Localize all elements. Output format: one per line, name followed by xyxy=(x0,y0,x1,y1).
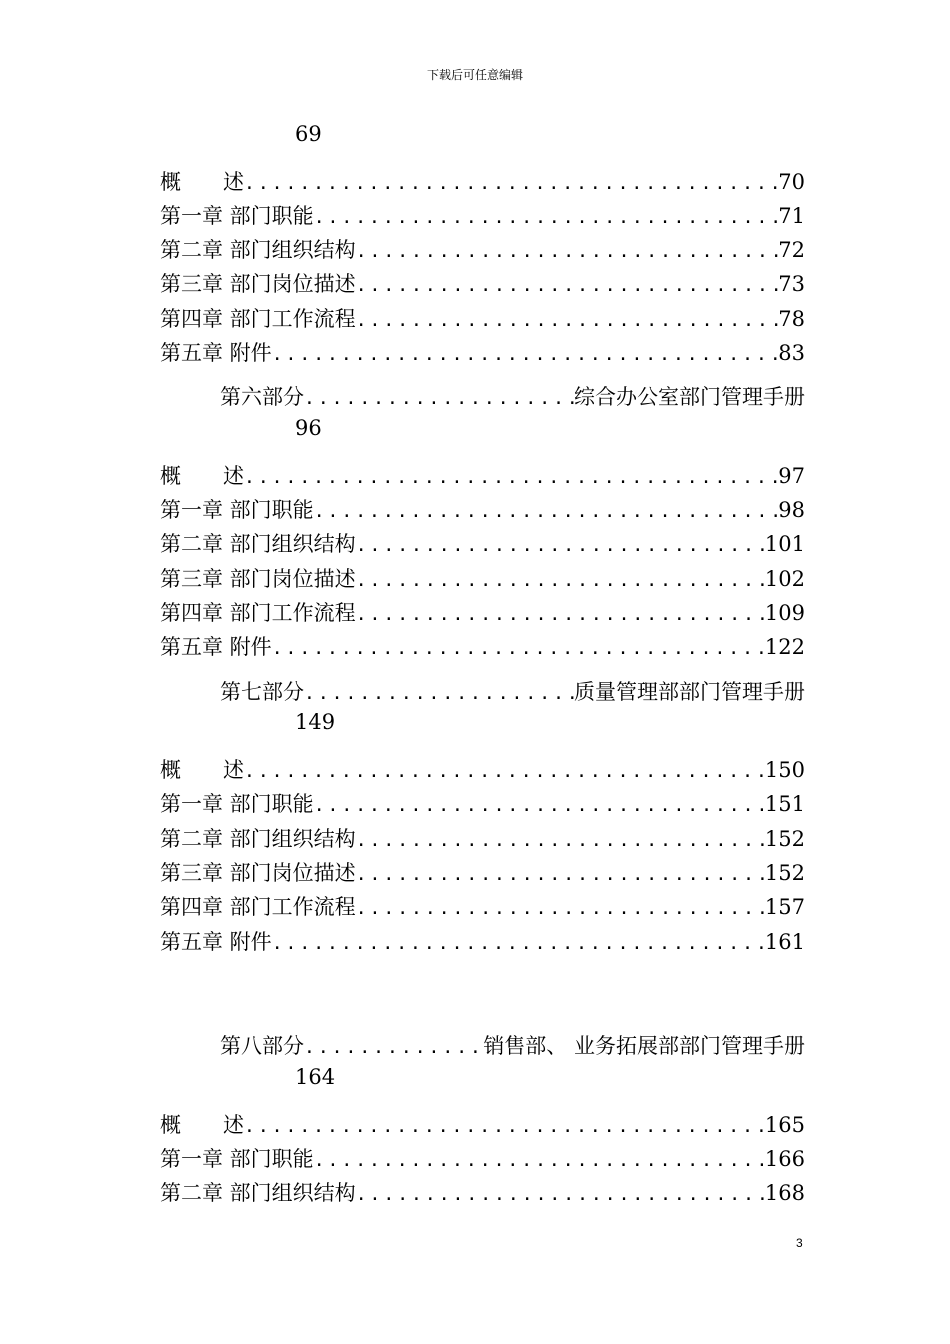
toc-part-heading[interactable] xyxy=(220,1030,805,1060)
toc-entry-label: 第三章 部门岗位描述 xyxy=(160,861,356,885)
toc-entry[interactable] xyxy=(160,528,805,558)
toc-part-label: 第六部分 xyxy=(220,385,304,409)
toc-entry[interactable] xyxy=(160,823,805,853)
toc-leader-dots xyxy=(244,173,778,194)
toc-continuation-page: 69 xyxy=(295,122,322,146)
toc-part-page: 96 xyxy=(295,416,322,440)
toc-entry[interactable] xyxy=(160,234,805,264)
toc-part-heading[interactable] xyxy=(220,381,805,411)
toc-part-page: 149 xyxy=(295,710,336,734)
toc-entry[interactable] xyxy=(160,857,805,887)
toc-entry-page: 101 xyxy=(764,532,805,556)
toc-leader-dots xyxy=(356,898,765,919)
toc-entry-label: 概 述 xyxy=(160,464,244,488)
toc-entry-label: 概 述 xyxy=(160,1113,244,1137)
toc-leader-dots xyxy=(314,1150,765,1171)
toc-entry-page: 70 xyxy=(778,170,805,194)
toc-entry[interactable] xyxy=(160,754,805,784)
toc-part-label: 第七部分 xyxy=(220,680,304,704)
toc-entry-page: 161 xyxy=(764,930,805,954)
toc-part-label: 第八部分 xyxy=(220,1034,304,1058)
toc-entry-label: 第二章 部门组织结构 xyxy=(160,532,356,556)
toc-leader-dots xyxy=(304,1037,483,1058)
toc-entry-page: 72 xyxy=(778,238,805,262)
toc-entry-page: 109 xyxy=(764,601,805,625)
toc-entry-label: 第二章 部门组织结构 xyxy=(160,827,356,851)
toc-leader-dots xyxy=(356,864,765,885)
toc-entry-label: 第五章 附件 xyxy=(160,341,272,365)
toc-entry-page: 152 xyxy=(764,861,805,885)
toc-entry-label: 第四章 部门工作流程 xyxy=(160,895,356,919)
toc-entry-page: 97 xyxy=(778,464,805,488)
toc-entry-label: 概 述 xyxy=(160,758,244,782)
toc-entry-label: 第二章 部门组织结构 xyxy=(160,238,356,262)
toc-entry[interactable] xyxy=(160,337,805,367)
toc-entry[interactable] xyxy=(160,494,805,524)
toc-leader-dots xyxy=(244,467,778,488)
toc-leader-dots xyxy=(356,1184,765,1205)
toc-entry[interactable] xyxy=(160,788,805,818)
toc-entry-label: 第一章 部门职能 xyxy=(160,204,314,228)
toc-entry-page: 71 xyxy=(778,204,805,228)
toc-entry-page: 166 xyxy=(764,1147,805,1171)
toc-entry-page: 83 xyxy=(778,341,805,365)
toc-leader-dots xyxy=(356,570,765,591)
toc-part-title: 综合办公室部门管理手册 xyxy=(574,385,805,409)
toc-entry-label: 第一章 部门职能 xyxy=(160,498,314,522)
toc-leader-dots xyxy=(304,683,574,704)
toc-leader-dots xyxy=(314,795,765,816)
toc-entry[interactable] xyxy=(160,166,805,196)
toc-leader-dots xyxy=(356,310,779,331)
toc-leader-dots xyxy=(304,388,574,409)
toc-entry-page: 102 xyxy=(764,567,805,591)
toc-entry-page: 73 xyxy=(778,272,805,296)
toc-entry-page: 98 xyxy=(778,498,805,522)
toc-leader-dots xyxy=(356,535,765,556)
toc-entry-label: 第五章 附件 xyxy=(160,930,272,954)
toc-entry-label: 第四章 部门工作流程 xyxy=(160,601,356,625)
toc-entry[interactable] xyxy=(160,303,805,333)
toc-entry-label: 第三章 部门岗位描述 xyxy=(160,272,356,296)
toc-entry-page: 78 xyxy=(778,307,805,331)
toc-leader-dots xyxy=(314,501,779,522)
toc-part-title: 质量管理部部门管理手册 xyxy=(574,680,805,704)
toc-entry[interactable] xyxy=(160,1143,805,1173)
page-header: 下载后可任意编辑 xyxy=(426,68,523,82)
toc-leader-dots xyxy=(244,1116,765,1137)
toc-entry[interactable] xyxy=(160,597,805,627)
toc-entry-page: 152 xyxy=(764,827,805,851)
toc-entry[interactable] xyxy=(160,1109,805,1139)
toc-entry[interactable] xyxy=(160,631,805,661)
toc-entry-page: 168 xyxy=(764,1181,805,1205)
toc-leader-dots xyxy=(314,207,779,228)
toc-leader-dots xyxy=(272,344,779,365)
toc-leader-dots xyxy=(356,241,779,262)
toc-entry-label: 第二章 部门组织结构 xyxy=(160,1181,356,1205)
toc-leader-dots xyxy=(356,604,765,625)
toc-entry[interactable] xyxy=(160,926,805,956)
toc-part-heading[interactable] xyxy=(220,676,805,706)
toc-leader-dots xyxy=(356,275,779,296)
toc-entry[interactable] xyxy=(160,200,805,230)
toc-entry-label: 第三章 部门岗位描述 xyxy=(160,567,356,591)
toc-entry[interactable] xyxy=(160,1177,805,1207)
toc-entry-page: 151 xyxy=(764,792,805,816)
toc-entry-label: 第四章 部门工作流程 xyxy=(160,307,356,331)
toc-entry-page: 157 xyxy=(764,895,805,919)
toc-entry-page: 122 xyxy=(764,635,805,659)
toc-leader-dots xyxy=(272,638,765,659)
toc-part-page: 164 xyxy=(295,1065,336,1089)
toc-entry[interactable] xyxy=(160,268,805,298)
toc-entry-page: 150 xyxy=(764,758,805,782)
toc-leader-dots xyxy=(272,933,765,954)
toc-entry-label: 第五章 附件 xyxy=(160,635,272,659)
toc-entry-label: 概 述 xyxy=(160,170,244,194)
toc-entry-label: 第一章 部门职能 xyxy=(160,1147,314,1171)
toc-entry[interactable] xyxy=(160,891,805,921)
page-number: 3 xyxy=(796,1236,803,1250)
toc-entry[interactable] xyxy=(160,460,805,490)
toc-leader-dots xyxy=(356,830,765,851)
toc-entry-label: 第一章 部门职能 xyxy=(160,792,314,816)
toc-part-title: 销售部、 业务拓展部部门管理手册 xyxy=(483,1034,805,1058)
toc-entry-page: 165 xyxy=(764,1113,805,1137)
toc-leader-dots xyxy=(244,761,765,782)
toc-entry[interactable] xyxy=(160,563,805,593)
